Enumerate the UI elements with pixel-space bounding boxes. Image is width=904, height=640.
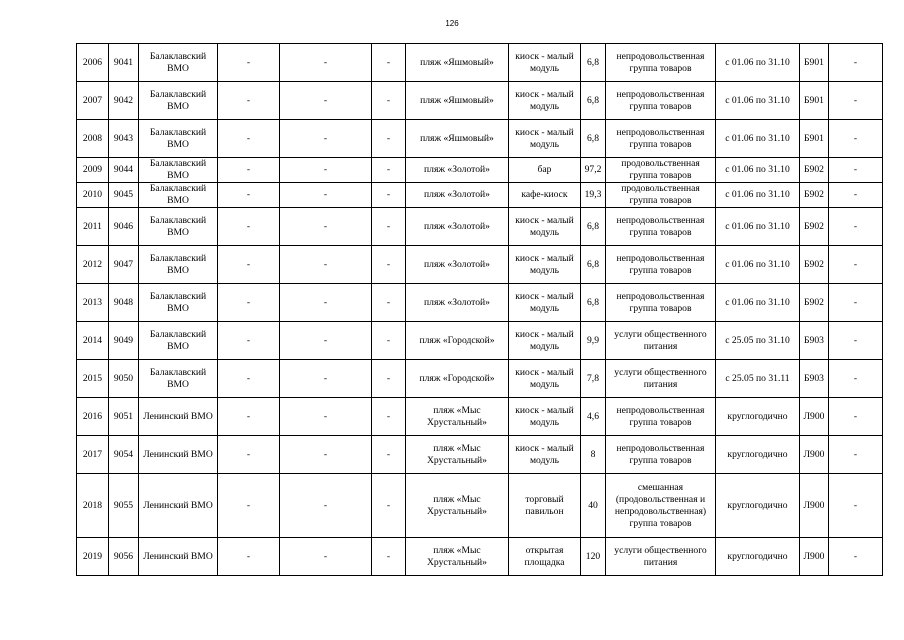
col5-value-cell: -: [280, 82, 372, 120]
col5-value-cell: -: [280, 208, 372, 246]
period-cell: круглогодично: [716, 538, 800, 576]
scheme-code-cell: Л900: [800, 436, 829, 474]
period-cell: круглогодично: [716, 436, 800, 474]
col5-value-cell: -: [280, 120, 372, 158]
col5-value-cell: -: [280, 322, 372, 360]
scheme-code-cell: Б902: [800, 208, 829, 246]
district-cell: Балаклавский ВМО: [139, 322, 218, 360]
area-cell: 8: [581, 436, 606, 474]
col5-value-cell: -: [280, 398, 372, 436]
specialization-cell: услуги общественного питания: [606, 322, 716, 360]
object-id-cell: 9048: [109, 284, 139, 322]
table-row: [77, 322, 883, 360]
object-id-cell: 9045: [109, 183, 139, 208]
period-cell: с 25.05 по 31.11: [716, 360, 800, 398]
period-cell: с 01.06 по 31.10: [716, 183, 800, 208]
period-cell: с 01.06 по 31.10: [716, 82, 800, 120]
area-cell: 6,8: [581, 208, 606, 246]
district-cell: Балаклавский ВМО: [139, 158, 218, 183]
table-row: [77, 120, 883, 158]
district-cell: Балаклавский ВМО: [139, 208, 218, 246]
district-cell: Балаклавский ВМО: [139, 183, 218, 208]
specialization-cell: непродовольственная группа товаров: [606, 120, 716, 158]
table-row: [77, 538, 883, 576]
col4-value-cell: -: [218, 322, 280, 360]
specialization-cell: услуги общественного питания: [606, 538, 716, 576]
object-id-cell: 9042: [109, 82, 139, 120]
col4-value-cell: -: [218, 158, 280, 183]
object-id-cell: 9044: [109, 158, 139, 183]
note-cell: -: [829, 398, 883, 436]
scheme-code-cell: Л900: [800, 398, 829, 436]
scheme-code-cell: Б903: [800, 322, 829, 360]
col4-value-cell: -: [218, 360, 280, 398]
area-cell: 6,8: [581, 246, 606, 284]
table-row: [77, 246, 883, 284]
note-cell: -: [829, 82, 883, 120]
area-cell: 9,9: [581, 322, 606, 360]
col4-value-cell: -: [218, 183, 280, 208]
table-row: [77, 208, 883, 246]
location-cell: пляж «Мыс Хрустальный»: [406, 436, 509, 474]
area-cell: 6,8: [581, 120, 606, 158]
note-cell: -: [829, 158, 883, 183]
district-cell: Ленинский ВМО: [139, 436, 218, 474]
area-cell: 6,8: [581, 82, 606, 120]
col4-value-cell: -: [218, 44, 280, 82]
location-cell: пляж «Мыс Хрустальный»: [406, 398, 509, 436]
table-row: [77, 82, 883, 120]
col6-value-cell: -: [372, 474, 406, 538]
object-type-cell: киоск - малый модуль: [509, 246, 581, 284]
specialization-cell: непродовольственная группа товаров: [606, 284, 716, 322]
page-number: 126: [445, 19, 459, 28]
location-cell: пляж «Городской»: [406, 322, 509, 360]
table-row: [77, 360, 883, 398]
col5-value-cell: -: [280, 360, 372, 398]
table-row: [77, 284, 883, 322]
row-number-cell: 2018: [77, 474, 109, 538]
object-type-cell: кафе-киоск: [509, 183, 581, 208]
scheme-code-cell: Б901: [800, 44, 829, 82]
area-cell: 6,8: [581, 284, 606, 322]
col6-value-cell: -: [372, 284, 406, 322]
col6-value-cell: -: [372, 183, 406, 208]
scheme-code-cell: Б901: [800, 120, 829, 158]
period-cell: с 01.06 по 31.10: [716, 44, 800, 82]
specialization-cell: непродовольственная группа товаров: [606, 398, 716, 436]
scheme-code-cell: Л900: [800, 538, 829, 576]
row-number-cell: 2006: [77, 44, 109, 82]
scheme-code-cell: Б902: [800, 284, 829, 322]
note-cell: -: [829, 360, 883, 398]
specialization-cell: продовольственная группа товаров: [606, 158, 716, 183]
note-cell: -: [829, 436, 883, 474]
location-cell: пляж «Золотой»: [406, 208, 509, 246]
object-type-cell: киоск - малый модуль: [509, 322, 581, 360]
period-cell: с 01.06 по 31.10: [716, 158, 800, 183]
area-cell: 4,6: [581, 398, 606, 436]
col6-value-cell: -: [372, 436, 406, 474]
row-number-cell: 2014: [77, 322, 109, 360]
table-row: [77, 44, 883, 82]
location-cell: пляж «Золотой»: [406, 246, 509, 284]
area-cell: 97,2: [581, 158, 606, 183]
table-row: [77, 183, 883, 208]
location-cell: пляж «Золотой»: [406, 284, 509, 322]
col5-value-cell: -: [280, 44, 372, 82]
col5-value-cell: -: [280, 158, 372, 183]
location-cell: пляж «Яшмовый»: [406, 44, 509, 82]
col6-value-cell: -: [372, 120, 406, 158]
district-cell: Балаклавский ВМО: [139, 120, 218, 158]
object-type-cell: киоск - малый модуль: [509, 284, 581, 322]
object-id-cell: 9049: [109, 322, 139, 360]
location-cell: пляж «Золотой»: [406, 158, 509, 183]
col4-value-cell: -: [218, 436, 280, 474]
col4-value-cell: -: [218, 474, 280, 538]
object-type-cell: киоск - малый модуль: [509, 436, 581, 474]
area-cell: 6,8: [581, 44, 606, 82]
col5-value-cell: -: [280, 474, 372, 538]
object-type-cell: открытая площадка: [509, 538, 581, 576]
row-number-cell: 2011: [77, 208, 109, 246]
col6-value-cell: -: [372, 360, 406, 398]
district-cell: Балаклавский ВМО: [139, 44, 218, 82]
table-row: [77, 158, 883, 183]
col5-value-cell: -: [280, 436, 372, 474]
note-cell: -: [829, 44, 883, 82]
location-cell: пляж «Золотой»: [406, 183, 509, 208]
row-number-cell: 2016: [77, 398, 109, 436]
row-number-cell: 2019: [77, 538, 109, 576]
placement-register-table: [76, 43, 883, 576]
col4-value-cell: -: [218, 538, 280, 576]
specialization-cell: смешанная (продовольственная и непродовольственная) группа товаров: [606, 474, 716, 538]
col6-value-cell: -: [372, 246, 406, 284]
col4-value-cell: -: [218, 284, 280, 322]
row-number-cell: 2009: [77, 158, 109, 183]
note-cell: -: [829, 538, 883, 576]
district-cell: Ленинский ВМО: [139, 538, 218, 576]
specialization-cell: непродовольственная группа товаров: [606, 44, 716, 82]
area-cell: 40: [581, 474, 606, 538]
period-cell: круглогодично: [716, 398, 800, 436]
object-type-cell: бар: [509, 158, 581, 183]
object-id-cell: 9055: [109, 474, 139, 538]
district-cell: Балаклавский ВМО: [139, 284, 218, 322]
scheme-code-cell: Б902: [800, 246, 829, 284]
col6-value-cell: -: [372, 82, 406, 120]
note-cell: -: [829, 183, 883, 208]
note-cell: -: [829, 208, 883, 246]
period-cell: круглогодично: [716, 474, 800, 538]
col5-value-cell: -: [280, 246, 372, 284]
object-id-cell: 9046: [109, 208, 139, 246]
area-cell: 19,3: [581, 183, 606, 208]
note-cell: -: [829, 474, 883, 538]
specialization-cell: непродовольственная группа товаров: [606, 436, 716, 474]
col4-value-cell: -: [218, 82, 280, 120]
district-cell: Балаклавский ВМО: [139, 360, 218, 398]
note-cell: -: [829, 120, 883, 158]
object-id-cell: 9051: [109, 398, 139, 436]
note-cell: -: [829, 284, 883, 322]
object-type-cell: киоск - малый модуль: [509, 120, 581, 158]
object-type-cell: киоск - малый модуль: [509, 208, 581, 246]
col5-value-cell: -: [280, 284, 372, 322]
object-id-cell: 9043: [109, 120, 139, 158]
specialization-cell: продовольственная группа товаров: [606, 183, 716, 208]
row-number-cell: 2013: [77, 284, 109, 322]
district-cell: Ленинский ВМО: [139, 398, 218, 436]
period-cell: с 01.06 по 31.10: [716, 246, 800, 284]
object-type-cell: киоск - малый модуль: [509, 398, 581, 436]
scheme-code-cell: Б902: [800, 183, 829, 208]
col5-value-cell: -: [280, 183, 372, 208]
col6-value-cell: -: [372, 44, 406, 82]
object-id-cell: 9047: [109, 246, 139, 284]
district-cell: Ленинский ВМО: [139, 474, 218, 538]
period-cell: с 01.06 по 31.10: [716, 208, 800, 246]
scheme-code-cell: Б902: [800, 158, 829, 183]
col4-value-cell: -: [218, 208, 280, 246]
row-number-cell: 2015: [77, 360, 109, 398]
row-number-cell: 2008: [77, 120, 109, 158]
col4-value-cell: -: [218, 120, 280, 158]
location-cell: пляж «Яшмовый»: [406, 120, 509, 158]
specialization-cell: непродовольственная группа товаров: [606, 208, 716, 246]
area-cell: 7,8: [581, 360, 606, 398]
period-cell: с 01.06 по 31.10: [716, 284, 800, 322]
table-row: [77, 398, 883, 436]
specialization-cell: непродовольственная группа товаров: [606, 246, 716, 284]
col6-value-cell: -: [372, 208, 406, 246]
object-id-cell: 9054: [109, 436, 139, 474]
col5-value-cell: -: [280, 538, 372, 576]
district-cell: Балаклавский ВМО: [139, 246, 218, 284]
location-cell: пляж «Мыс Хрустальный»: [406, 538, 509, 576]
object-type-cell: киоск - малый модуль: [509, 360, 581, 398]
table-row: [77, 474, 883, 538]
object-id-cell: 9050: [109, 360, 139, 398]
col6-value-cell: -: [372, 398, 406, 436]
col4-value-cell: -: [218, 246, 280, 284]
location-cell: пляж «Мыс Хрустальный»: [406, 474, 509, 538]
scheme-code-cell: Б901: [800, 82, 829, 120]
row-number-cell: 2007: [77, 82, 109, 120]
object-id-cell: 9041: [109, 44, 139, 82]
period-cell: с 01.06 по 31.10: [716, 120, 800, 158]
row-number-cell: 2010: [77, 183, 109, 208]
row-number-cell: 2017: [77, 436, 109, 474]
location-cell: пляж «Яшмовый»: [406, 82, 509, 120]
area-cell: 120: [581, 538, 606, 576]
object-type-cell: киоск - малый модуль: [509, 44, 581, 82]
note-cell: -: [829, 246, 883, 284]
col4-value-cell: -: [218, 398, 280, 436]
specialization-cell: услуги общественного питания: [606, 360, 716, 398]
table-row: [77, 436, 883, 474]
col6-value-cell: -: [372, 322, 406, 360]
object-type-cell: торговый павильон: [509, 474, 581, 538]
district-cell: Балаклавский ВМО: [139, 82, 218, 120]
object-id-cell: 9056: [109, 538, 139, 576]
col6-value-cell: -: [372, 538, 406, 576]
specialization-cell: непродовольственная группа товаров: [606, 82, 716, 120]
note-cell: -: [829, 322, 883, 360]
scheme-code-cell: Б903: [800, 360, 829, 398]
row-number-cell: 2012: [77, 246, 109, 284]
scheme-code-cell: Л900: [800, 474, 829, 538]
object-type-cell: киоск - малый модуль: [509, 82, 581, 120]
col6-value-cell: -: [372, 158, 406, 183]
location-cell: пляж «Городской»: [406, 360, 509, 398]
period-cell: с 25.05 по 31.10: [716, 322, 800, 360]
